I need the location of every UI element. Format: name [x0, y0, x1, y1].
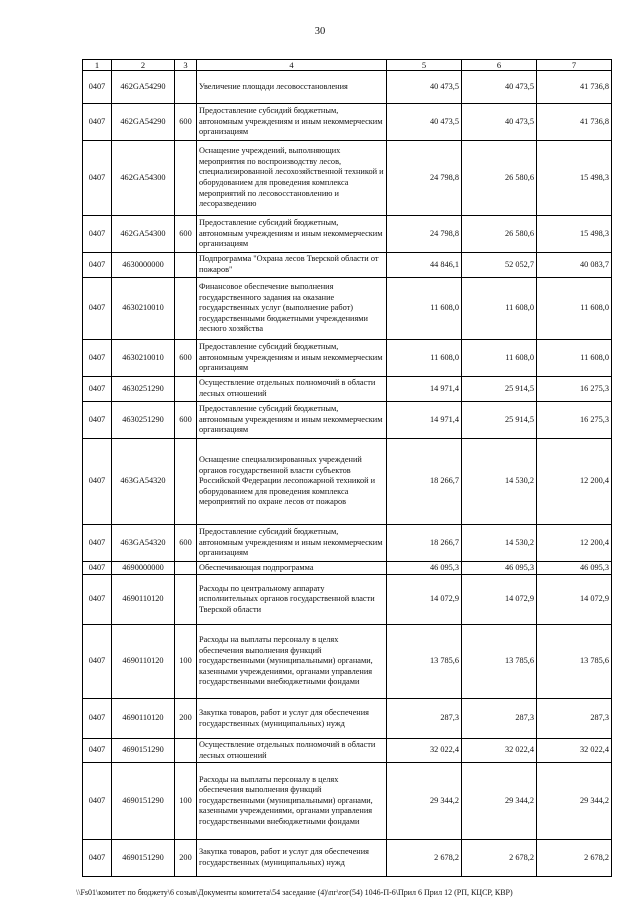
expense-type-cell — [175, 739, 197, 763]
name-cell: Увеличение площади лесовосстановления — [197, 71, 387, 104]
target-article-cell: 463GA54320 — [112, 439, 175, 525]
name-cell: Расходы по центральному аппарату исполнительных органов государственной власти Тверской области — [197, 575, 387, 625]
amount-col5-cell: 2 678,2 — [387, 840, 462, 877]
amount-col5-cell: 14 971,4 — [387, 402, 462, 439]
name-cell: Предоставление субсидий бюджетным, автономным учреждениям и иным некоммерческим организациям — [197, 216, 387, 253]
expense-type-cell — [175, 141, 197, 216]
amount-col6-cell: 25 914,5 — [462, 402, 537, 439]
target-article-cell: 4630210010 — [112, 278, 175, 340]
section-code-cell: 0407 — [83, 104, 112, 141]
amount-col5-cell: 13 785,6 — [387, 625, 462, 699]
target-article-cell: 4690151290 — [112, 739, 175, 763]
amount-col7-cell: 12 200,4 — [537, 439, 612, 525]
table-row — [83, 216, 612, 253]
expense-type-cell: 200 — [175, 699, 197, 739]
amount-col5-cell: 46 095,3 — [387, 562, 462, 575]
amount-col5-cell: 287,3 — [387, 699, 462, 739]
header-cell: 7 — [537, 60, 612, 71]
expense-type-cell: 600 — [175, 104, 197, 141]
amount-col5-cell: 11 608,0 — [387, 340, 462, 377]
target-article-cell: 4690110120 — [112, 625, 175, 699]
amount-col6-cell: 52 052,7 — [462, 253, 537, 278]
amount-col7-cell: 12 200,4 — [537, 525, 612, 562]
amount-col6-cell: 14 530,2 — [462, 439, 537, 525]
table-row — [83, 525, 612, 562]
name-cell: Обеспечивающая подпрограмма — [197, 562, 387, 575]
table-header-row — [83, 60, 612, 71]
name-cell: Предоставление субсидий бюджетным, автономным учреждениям и иным некоммерческим организациям — [197, 104, 387, 141]
amount-col7-cell: 15 498,3 — [537, 216, 612, 253]
amount-col7-cell: 41 736,8 — [537, 71, 612, 104]
amount-col7-cell: 11 608,0 — [537, 340, 612, 377]
target-article-cell: 4690000000 — [112, 562, 175, 575]
section-code-cell: 0407 — [83, 575, 112, 625]
amount-col6-cell: 14 530,2 — [462, 525, 537, 562]
section-code-cell: 0407 — [83, 216, 112, 253]
table-row — [83, 625, 612, 699]
amount-col6-cell: 2 678,2 — [462, 840, 537, 877]
section-code-cell: 0407 — [83, 402, 112, 439]
amount-col6-cell: 46 095,3 — [462, 562, 537, 575]
amount-col6-cell: 26 580,6 — [462, 141, 537, 216]
header-cell: 5 — [387, 60, 462, 71]
amount-col7-cell: 46 095,3 — [537, 562, 612, 575]
table-row — [83, 340, 612, 377]
section-code-cell: 0407 — [83, 562, 112, 575]
amount-col7-cell: 13 785,6 — [537, 625, 612, 699]
header-cell: 1 — [83, 60, 112, 71]
name-cell: Предоставление субсидий бюджетным, автономным учреждениям и иным некоммерческим организациям — [197, 525, 387, 562]
amount-col7-cell: 16 275,3 — [537, 377, 612, 402]
amount-col6-cell: 11 608,0 — [462, 340, 537, 377]
expense-type-cell: 200 — [175, 840, 197, 877]
name-cell: Закупка товаров, работ и услуг для обеспечения государственных (муниципальных) нужд — [197, 699, 387, 739]
section-code-cell: 0407 — [83, 840, 112, 877]
expense-type-cell — [175, 575, 197, 625]
table-row — [83, 253, 612, 278]
table-row — [83, 763, 612, 840]
target-article-cell: 462GA54290 — [112, 71, 175, 104]
name-cell: Оснащение учреждений, выполняющих мероприятия по воспроизводству лесов, специализированной лесохозяйственной техникой и оборудованием для проведения комплекса мероприятий по лесовосстановлению и лесоразведению — [197, 141, 387, 216]
section-code-cell: 0407 — [83, 278, 112, 340]
name-cell: Расходы на выплаты персоналу в целях обеспечения выполнения функций государственными (муниципальными) органами, казенными учреждениями, органами управления государственными внебюджетными фондами — [197, 625, 387, 699]
table-row — [83, 141, 612, 216]
amount-col7-cell: 287,3 — [537, 699, 612, 739]
section-code-cell: 0407 — [83, 625, 112, 699]
section-code-cell: 0407 — [83, 377, 112, 402]
expense-type-cell — [175, 562, 197, 575]
target-article-cell: 4630210010 — [112, 340, 175, 377]
target-article-cell: 462GA54300 — [112, 141, 175, 216]
name-cell: Расходы на выплаты персоналу в целях обеспечения выполнения функций государственными (муниципальными) органами, казенными учреждениями, органами управления государственными внебюджетными фондами — [197, 763, 387, 840]
file-path-footer: \\Fs01\комитет по бюджету\6 созыв\Документы комитета\54 заседание (4)\пг\гог(54) 1046-П-6\Прил 6 Прил 12 (РП, КЦСР, КВР) — [76, 888, 513, 897]
amount-col5-cell: 32 022,4 — [387, 739, 462, 763]
name-cell: Предоставление субсидий бюджетным, автономным учреждениям и иным некоммерческим организациям — [197, 402, 387, 439]
target-article-cell: 4630000000 — [112, 253, 175, 278]
name-cell: Предоставление субсидий бюджетным, автономным учреждениям и иным некоммерческим организациям — [197, 340, 387, 377]
table-row — [83, 439, 612, 525]
amount-col5-cell: 14 072,9 — [387, 575, 462, 625]
name-cell: Осуществление отдельных полномочий в области лесных отношений — [197, 739, 387, 763]
amount-col5-cell: 11 608,0 — [387, 278, 462, 340]
amount-col7-cell: 14 072,9 — [537, 575, 612, 625]
target-article-cell: 462GA54300 — [112, 216, 175, 253]
expense-type-cell — [175, 439, 197, 525]
target-article-cell: 462GA54290 — [112, 104, 175, 141]
name-cell: Подпрограмма "Охрана лесов Тверской области от пожаров" — [197, 253, 387, 278]
amount-col6-cell: 287,3 — [462, 699, 537, 739]
page-number: 30 — [314, 26, 326, 37]
table-row — [83, 575, 612, 625]
amount-col7-cell: 40 083,7 — [537, 253, 612, 278]
table-row — [83, 71, 612, 104]
expense-type-cell — [175, 253, 197, 278]
amount-col7-cell: 41 736,8 — [537, 104, 612, 141]
budget-table — [82, 59, 612, 877]
amount-col7-cell: 29 344,2 — [537, 763, 612, 840]
table-row — [83, 278, 612, 340]
amount-col6-cell: 32 022,4 — [462, 739, 537, 763]
expense-type-cell: 600 — [175, 402, 197, 439]
table-row — [83, 739, 612, 763]
target-article-cell: 4690110120 — [112, 699, 175, 739]
amount-col5-cell: 24 798,8 — [387, 141, 462, 216]
header-cell: 3 — [175, 60, 197, 71]
section-code-cell: 0407 — [83, 439, 112, 525]
section-code-cell: 0407 — [83, 763, 112, 840]
header-cell: 6 — [462, 60, 537, 71]
amount-col6-cell: 29 344,2 — [462, 763, 537, 840]
table-row — [83, 377, 612, 402]
expense-type-cell: 600 — [175, 216, 197, 253]
amount-col7-cell: 15 498,3 — [537, 141, 612, 216]
header-cell: 4 — [197, 60, 387, 71]
amount-col5-cell: 24 798,8 — [387, 216, 462, 253]
name-cell: Осуществление отдельных полномочий в области лесных отношений — [197, 377, 387, 402]
expense-type-cell — [175, 71, 197, 104]
expense-type-cell: 100 — [175, 625, 197, 699]
amount-col5-cell: 44 846,1 — [387, 253, 462, 278]
amount-col7-cell: 2 678,2 — [537, 840, 612, 877]
amount-col6-cell: 25 914,5 — [462, 377, 537, 402]
amount-col5-cell: 14 971,4 — [387, 377, 462, 402]
table-row — [83, 840, 612, 877]
target-article-cell: 4690110120 — [112, 575, 175, 625]
amount-col6-cell: 14 072,9 — [462, 575, 537, 625]
amount-col7-cell: 11 608,0 — [537, 278, 612, 340]
amount-col5-cell: 18 266,7 — [387, 439, 462, 525]
name-cell: Финансовое обеспечение выполнения государственного задания на оказание государственных услуг (выполнение работ) государственными бюджетными учреждениями лесного хозяйства — [197, 278, 387, 340]
amount-col6-cell: 40 473,5 — [462, 104, 537, 141]
target-article-cell: 4630251290 — [112, 402, 175, 439]
target-article-cell: 463GA54320 — [112, 525, 175, 562]
section-code-cell: 0407 — [83, 71, 112, 104]
expense-type-cell — [175, 377, 197, 402]
amount-col5-cell: 29 344,2 — [387, 763, 462, 840]
target-article-cell: 4690151290 — [112, 763, 175, 840]
amount-col7-cell: 32 022,4 — [537, 739, 612, 763]
section-code-cell: 0407 — [83, 525, 112, 562]
section-code-cell: 0407 — [83, 340, 112, 377]
target-article-cell: 4690151290 — [112, 840, 175, 877]
name-cell: Оснащение специализированных учреждений органов государственной власти субъектов Российской Федерации лесопожарной техникой и оборудованием для проведения комплекса мероприятий по охране лесов от пожаров — [197, 439, 387, 525]
amount-col6-cell: 40 473,5 — [462, 71, 537, 104]
section-code-cell: 0407 — [83, 141, 112, 216]
amount-col5-cell: 40 473,5 — [387, 104, 462, 141]
table-row — [83, 562, 612, 575]
amount-col6-cell: 26 580,6 — [462, 216, 537, 253]
section-code-cell: 0407 — [83, 253, 112, 278]
amount-col5-cell: 40 473,5 — [387, 71, 462, 104]
section-code-cell: 0407 — [83, 699, 112, 739]
expense-type-cell: 600 — [175, 525, 197, 562]
table-row — [83, 104, 612, 141]
amount-col6-cell: 13 785,6 — [462, 625, 537, 699]
section-code-cell: 0407 — [83, 739, 112, 763]
table-row — [83, 402, 612, 439]
amount-col6-cell: 11 608,0 — [462, 278, 537, 340]
expense-type-cell — [175, 278, 197, 340]
amount-col5-cell: 18 266,7 — [387, 525, 462, 562]
table-row — [83, 699, 612, 739]
expense-type-cell: 600 — [175, 340, 197, 377]
target-article-cell: 4630251290 — [112, 377, 175, 402]
amount-col7-cell: 16 275,3 — [537, 402, 612, 439]
expense-type-cell: 100 — [175, 763, 197, 840]
header-cell: 2 — [112, 60, 175, 71]
name-cell: Закупка товаров, работ и услуг для обеспечения государственных (муниципальных) нужд — [197, 840, 387, 877]
